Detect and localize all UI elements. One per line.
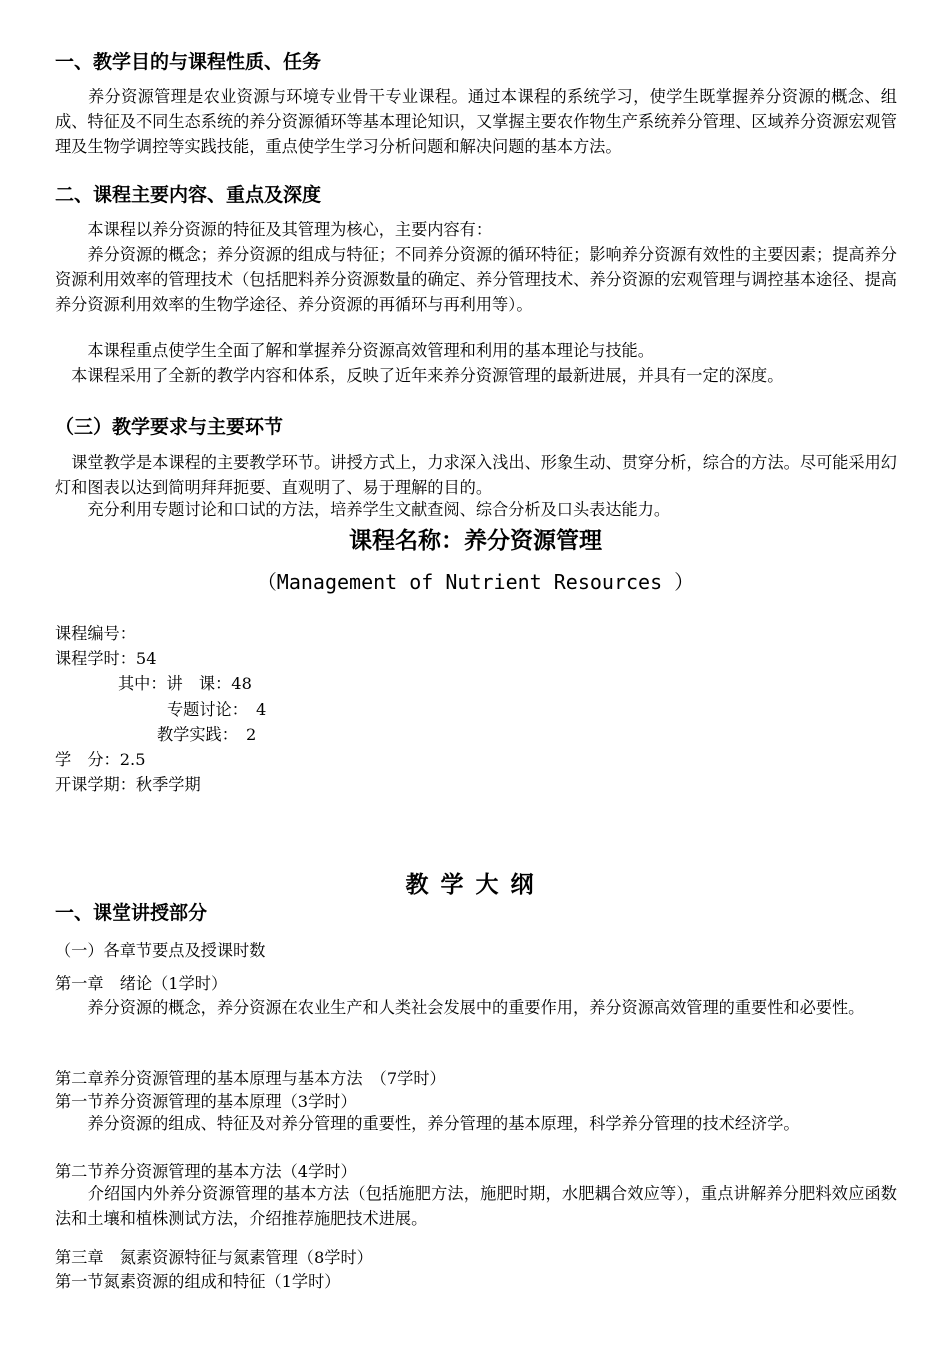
chapter2-section2-title: 第二节养分资源管理的基本方法（4学时） <box>55 1162 357 1181</box>
lecture-part-heading: 一、课堂讲授部分 <box>55 902 208 924</box>
content-focus-paragraph: 本课程重点使学生全面了解和掌握养分资源高效管理和利用的基本理论与技能。 <box>55 341 654 360</box>
objectives-paragraph: 养分资源管理是农业资源与环境专业骨干专业课程。通过本课程的系统学习，使学生既掌握养分资源的概念、组成、特征及不同生态系统的养分资源循环等基本理论知识，又掌握主要农作物生产系统养分管理、区域养分资源宏观管理及生物学调控等实践技能，重点使学生学习分析问题和解决问题的基本方法。 <box>55 87 897 156</box>
chapter2-section1-text: 养分资源的组成、特征及对养分管理的重要性，养分管理的基本原理，科学养分管理的技术经济学。 <box>55 1114 800 1133</box>
content-depth-paragraph: 本课程采用了全新的教学内容和体系，反映了近年来养分资源管理的最新进展，并具有一定的深度。 <box>55 366 784 385</box>
section-heading-objectives: 一、教学目的与课程性质、任务 <box>55 51 322 73</box>
course-credit: 学 分：2.5 <box>55 750 146 769</box>
section-heading-requirements: （三）教学要求与主要环节 <box>55 416 284 438</box>
requirements-discussion-paragraph: 充分利用专题讨论和口试的方法，培养学生文献查阅、综合分析及口头表达能力。 <box>55 500 671 519</box>
course-english-title: （Management of Nutrient Resources ） <box>256 570 695 594</box>
requirements-paragraph: 课堂教学是本课程的主要教学环节。讲授方式上，力求深入浅出、形象生动、贯穿分析，综合的方法。尽可能采用幻灯和图表以达到简明拜拜扼要、直观明了、易于理解的目的。 <box>55 453 897 497</box>
chapter3-section1-title: 第一节氮素资源的组成和特征（1学时） <box>55 1272 341 1291</box>
course-title: 课程名称：养分资源管理 <box>349 528 602 554</box>
course-lecture-hours: 其中：讲 课：48 <box>118 674 252 693</box>
course-seminar-hours: 专题讨论： 4 <box>167 700 267 719</box>
chapter1-title: 第一章 绪论（1学时） <box>55 974 228 993</box>
course-practice-hours: 教学实践： 2 <box>157 725 257 744</box>
course-hours: 课程学时：54 <box>55 649 157 668</box>
section-heading-content: 二、课程主要内容、重点及深度 <box>55 184 322 206</box>
content-intro-paragraph: 本课程以养分资源的特征及其管理为核心，主要内容有： <box>55 220 493 239</box>
chapter3-title: 第三章 氮素资源特征与氮素管理（8学时） <box>55 1248 373 1267</box>
chapters-subheading: （一）各章节要点及授课时数 <box>55 941 266 960</box>
content-list-paragraph: 养分资源的概念；养分资源的组成与特征；不同养分资源的循环特征；影响养分资源有效性的主要因素；提高养分资源利用效率的管理技术（包括肥料养分资源数量的确定、养分管理技术、养分资源的宏观管理与调控基本途径、提高养分资源利用效率的生物学途径、养分资源的再循环与再利用等）。 <box>55 245 897 314</box>
syllabus-title: 教学大纲 <box>405 872 546 898</box>
chapter2-title: 第二章养分资源管理的基本原理与基本方法 （7学时） <box>55 1069 446 1088</box>
course-code: 课程编号： <box>55 624 136 643</box>
chapter1-text: 养分资源的概念，养分资源在农业生产和人类社会发展中的重要作用，养分资源高效管理的重要性和必要性。 <box>55 998 865 1017</box>
chapter2-section2-text: 介绍国内外养分资源管理的基本方法（包括施肥方法，施肥时期，水肥耦合效应等），重点讲解养分肥料效应函数法和土壤和植株测试方法，介绍推荐施肥技术进展。 <box>55 1184 897 1228</box>
chapter2-section1-title: 第一节养分资源管理的基本原理（3学时） <box>55 1092 357 1111</box>
course-semester: 开课学期：秋季学期 <box>55 775 201 794</box>
